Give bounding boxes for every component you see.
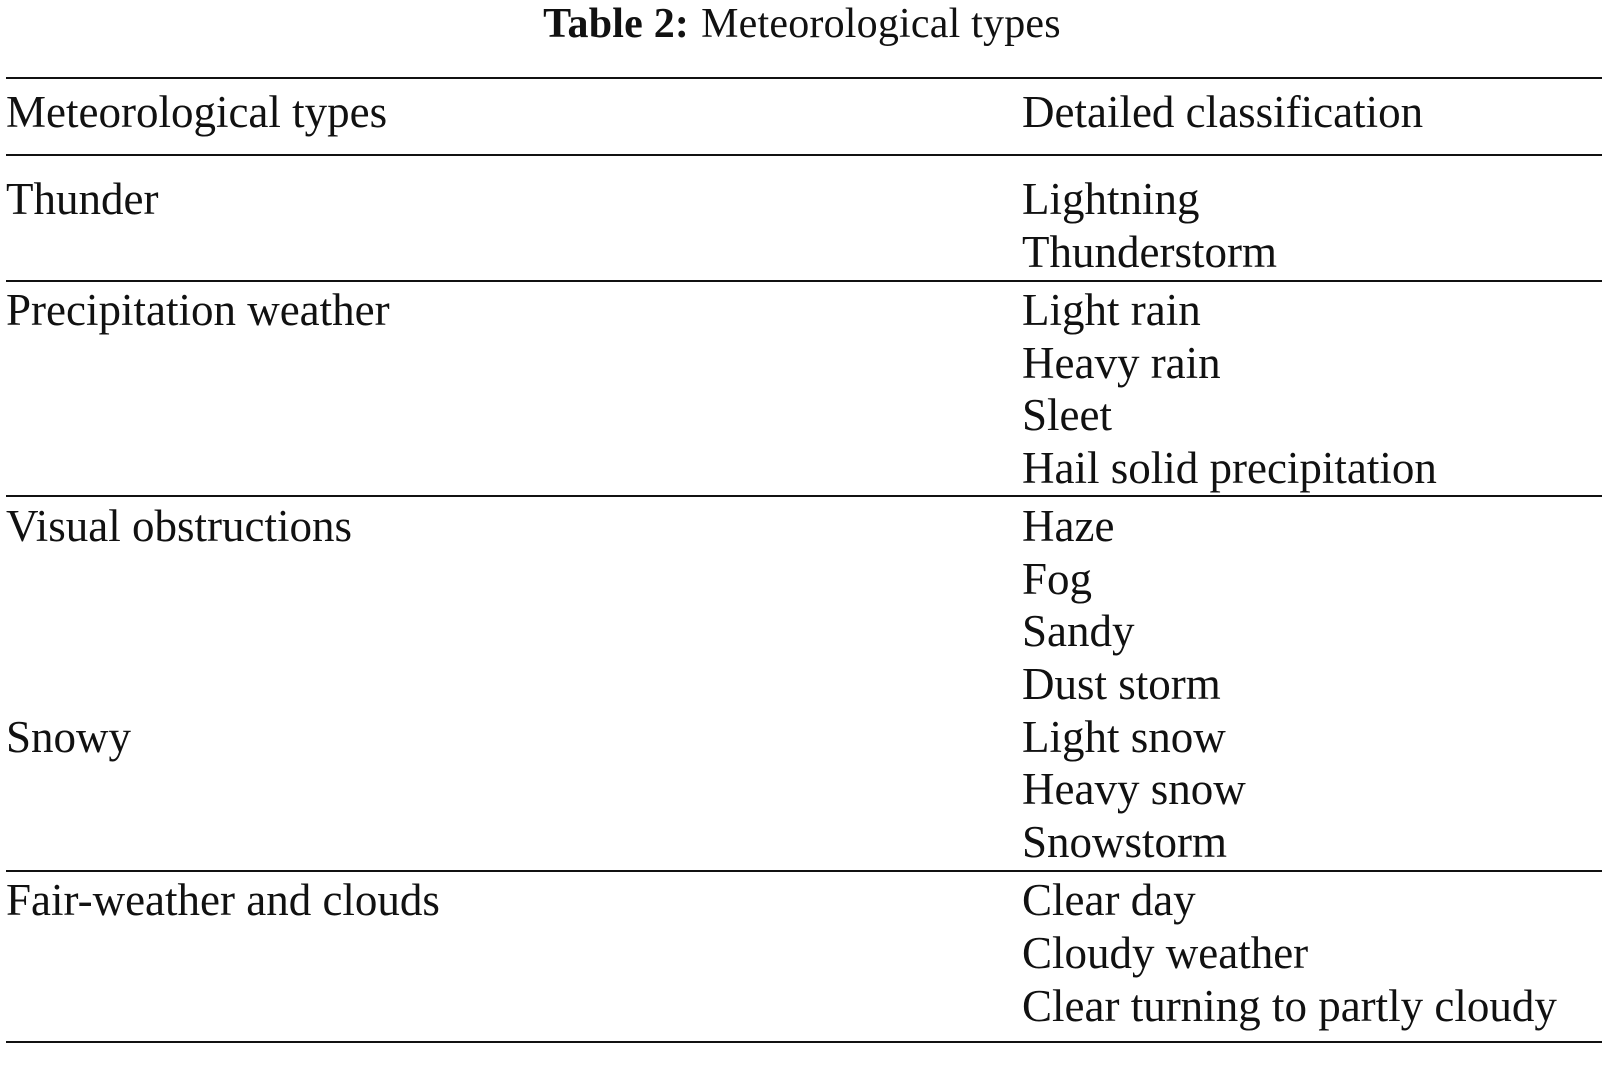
type-cell-visual-obstructions: Visual obstructions: [6, 501, 353, 551]
column-header-type: Meteorological types: [6, 87, 388, 137]
detail-cell: Clear day: [1022, 875, 1196, 925]
detail-cell: Lightning: [1022, 174, 1200, 224]
detail-cell: Hail solid precipitation: [1022, 443, 1437, 493]
table-caption: [0, 0, 1604, 48]
detail-cell: Light snow: [1022, 712, 1226, 762]
detail-cell: Light rain: [1022, 285, 1201, 335]
column-header-detail: Detailed classification: [1022, 87, 1424, 137]
detail-cell: Clear turning to partly cloudy: [1022, 981, 1557, 1031]
detail-cell: Snowstorm: [1022, 817, 1228, 867]
detail-cell: Cloudy weather: [1022, 928, 1309, 978]
detail-cell: Dust storm: [1022, 659, 1221, 709]
detail-cell: Fog: [1022, 554, 1093, 604]
group-divider-rule: [6, 280, 1602, 282]
detail-cell: Sandy: [1022, 606, 1135, 656]
table-top-rule: [6, 77, 1602, 79]
detail-cell: Heavy rain: [1022, 338, 1221, 388]
detail-cell: Sleet: [1022, 390, 1112, 440]
type-cell-thunder: Thunder: [6, 174, 159, 224]
detail-cell: Haze: [1022, 501, 1115, 551]
table-caption-label: Table 2:: [543, 1, 690, 47]
type-cell-precipitation: Precipitation weather: [6, 285, 390, 335]
type-cell-fair-weather: Fair-weather and clouds: [6, 875, 440, 925]
table-caption-title: Meteorological types: [701, 1, 1061, 47]
table-bottom-rule: [6, 1041, 1602, 1043]
group-divider-rule: [6, 870, 1602, 872]
header-bottom-rule: [6, 154, 1602, 156]
detail-cell: Thunderstorm: [1022, 227, 1277, 277]
type-cell-snowy: Snowy: [6, 712, 132, 762]
detail-cell: Heavy snow: [1022, 764, 1246, 814]
group-divider-rule: [6, 495, 1602, 497]
